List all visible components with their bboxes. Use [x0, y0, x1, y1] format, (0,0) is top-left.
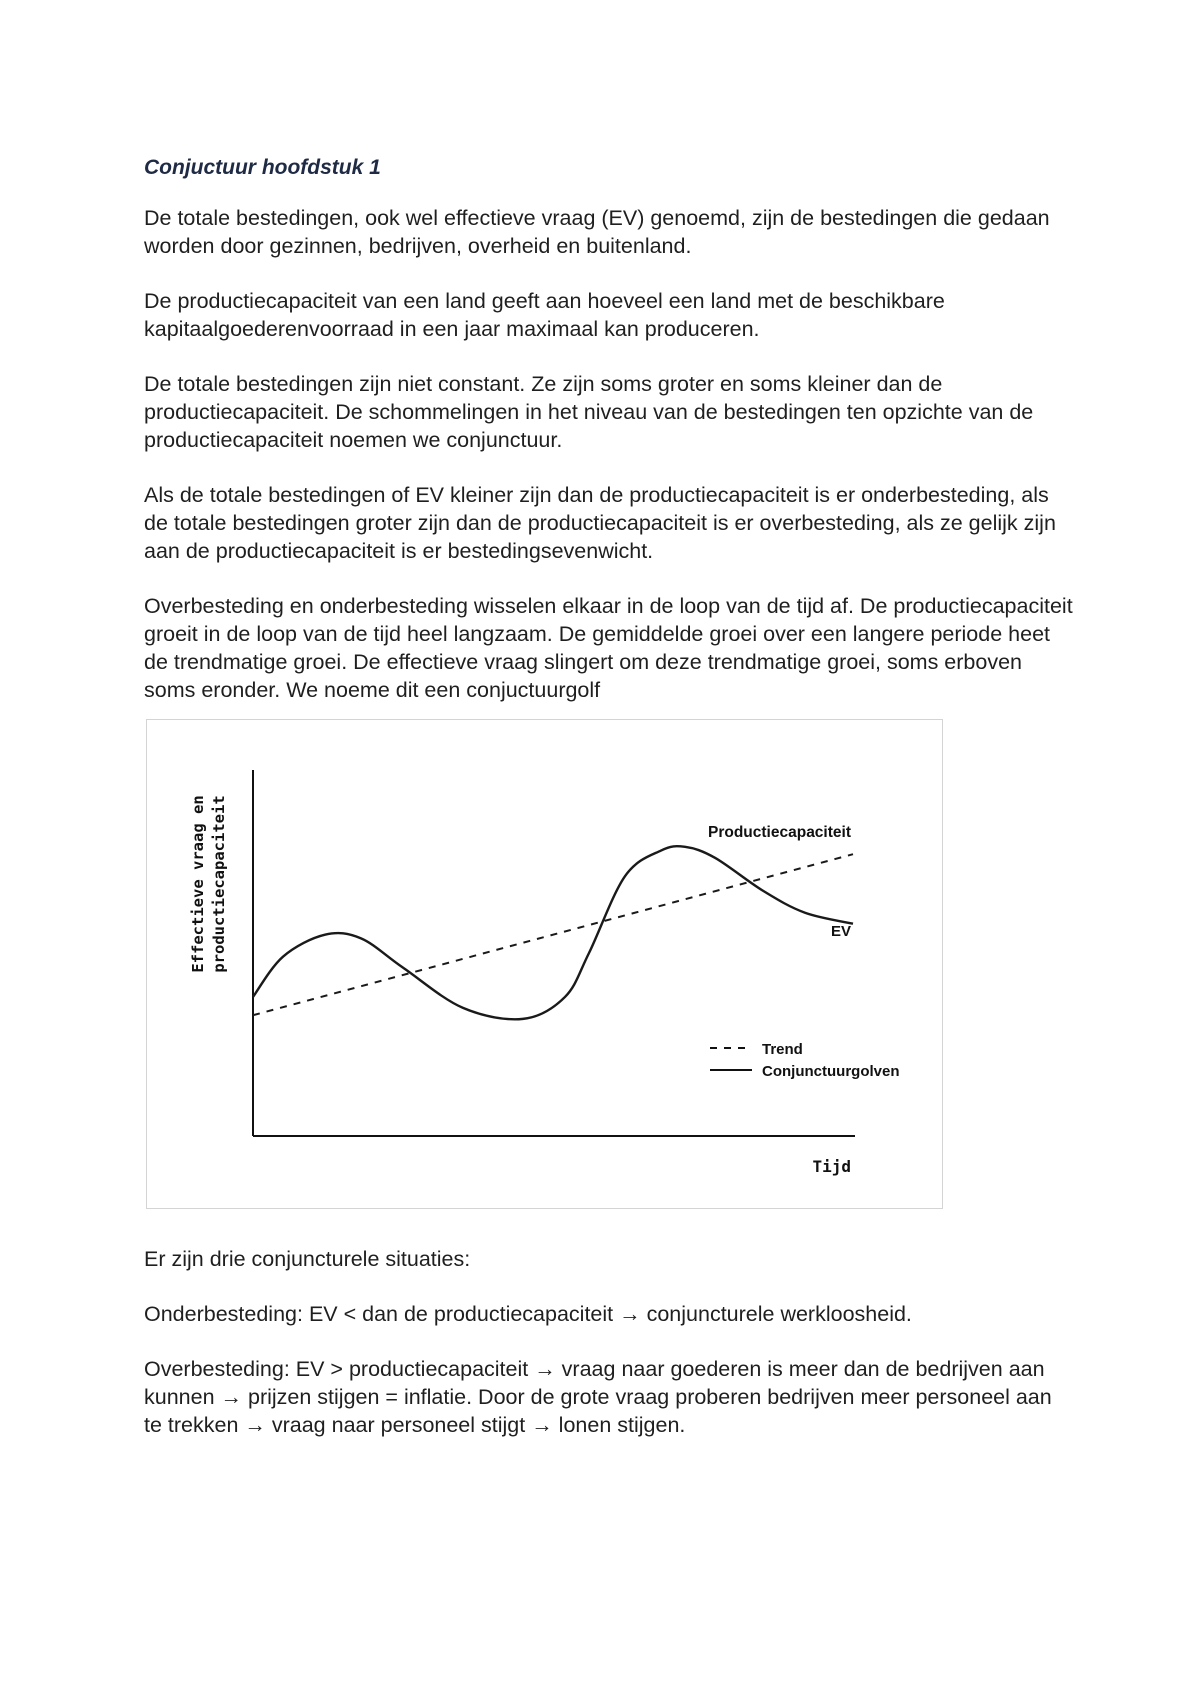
- paragraph: De totale bestedingen, ook wel effectieve vraag (EV) genoemd, zijn de bestedingen die gedaan worden door gezinnen, bedrijven, overheid en buitenland.: [144, 206, 1050, 258]
- legend-wave-label: Conjunctuurgolven: [762, 1063, 900, 1080]
- conjunctuur-figure: [146, 719, 943, 1209]
- legend-trend-label: Trend: [762, 1041, 803, 1058]
- paragraph: Als de totale bestedingen of EV kleiner zijn dan de productiecapaciteit is er onderbesteding, als de totale bestedingen groter zijn dan de productiecapaciteit is er overbesteding, als ze gelijk zijn aan de productiecapaciteit is er bestedingsevenwicht.: [144, 483, 1056, 563]
- x-axis-label: Tijd: [812, 1157, 851, 1176]
- conjunctuur-chart: [147, 720, 942, 1208]
- paragraph: De productiecapaciteit van een land geeft aan hoeveel een land met de beschikbare kapitaalgoederenvoorraad in een jaar maximaal kan produceren.: [144, 289, 945, 341]
- y-axis-label-line1: Effectieve vraag en: [189, 795, 207, 973]
- annotation-productiecapaciteit: Productiecapaciteit: [708, 824, 851, 841]
- trend-line: [253, 854, 853, 1015]
- paragraph: Overbesteding en onderbesteding wisselen elkaar in de loop van de tijd af. De productiecapaciteit groeit in de loop van de tijd heel langzaam. De gemiddelde groei over een langere periode heet de trendmatige groei. De effectieve vraag slingert om deze trendmatige groei, soms erboven soms eronder. We noeme dit een conjuctuurgolf: [144, 594, 1073, 702]
- y-axis-label-line2: productiecapaciteit: [210, 795, 228, 973]
- annotation-ev: EV: [830, 923, 851, 940]
- document-title: Conjuctuur hoofdstuk 1: [144, 156, 381, 179]
- paragraph: Onderbesteding: EV < dan de productiecapaciteit → conjuncturele werkloosheid.: [144, 1302, 912, 1326]
- document-content: [144, 154, 1074, 1466]
- paragraph: Er zijn drie conjuncturele situaties:: [144, 1247, 471, 1271]
- after-figure-text: [144, 1245, 1074, 1439]
- paragraph: Overbesteding: EV > productiecapaciteit → vraag naar goederen is meer dan de bedrijven aan kunnen → prijzen stijgen = inflatie. Door de grote vraag proberen bedrijven meer personeel aan te trekken → vraag naar personeel stijgt → lonen stijgen.: [144, 1357, 1052, 1437]
- conjunctuur-wave-line: [253, 846, 853, 1019]
- paragraph: De totale bestedingen zijn niet constant. Ze zijn soms groter en soms kleiner dan de productiecapaciteit. De schommelingen in het niveau van de bestedingen ten opzichte van de productiecapaciteit noemen we conjunctuur.: [144, 372, 1034, 452]
